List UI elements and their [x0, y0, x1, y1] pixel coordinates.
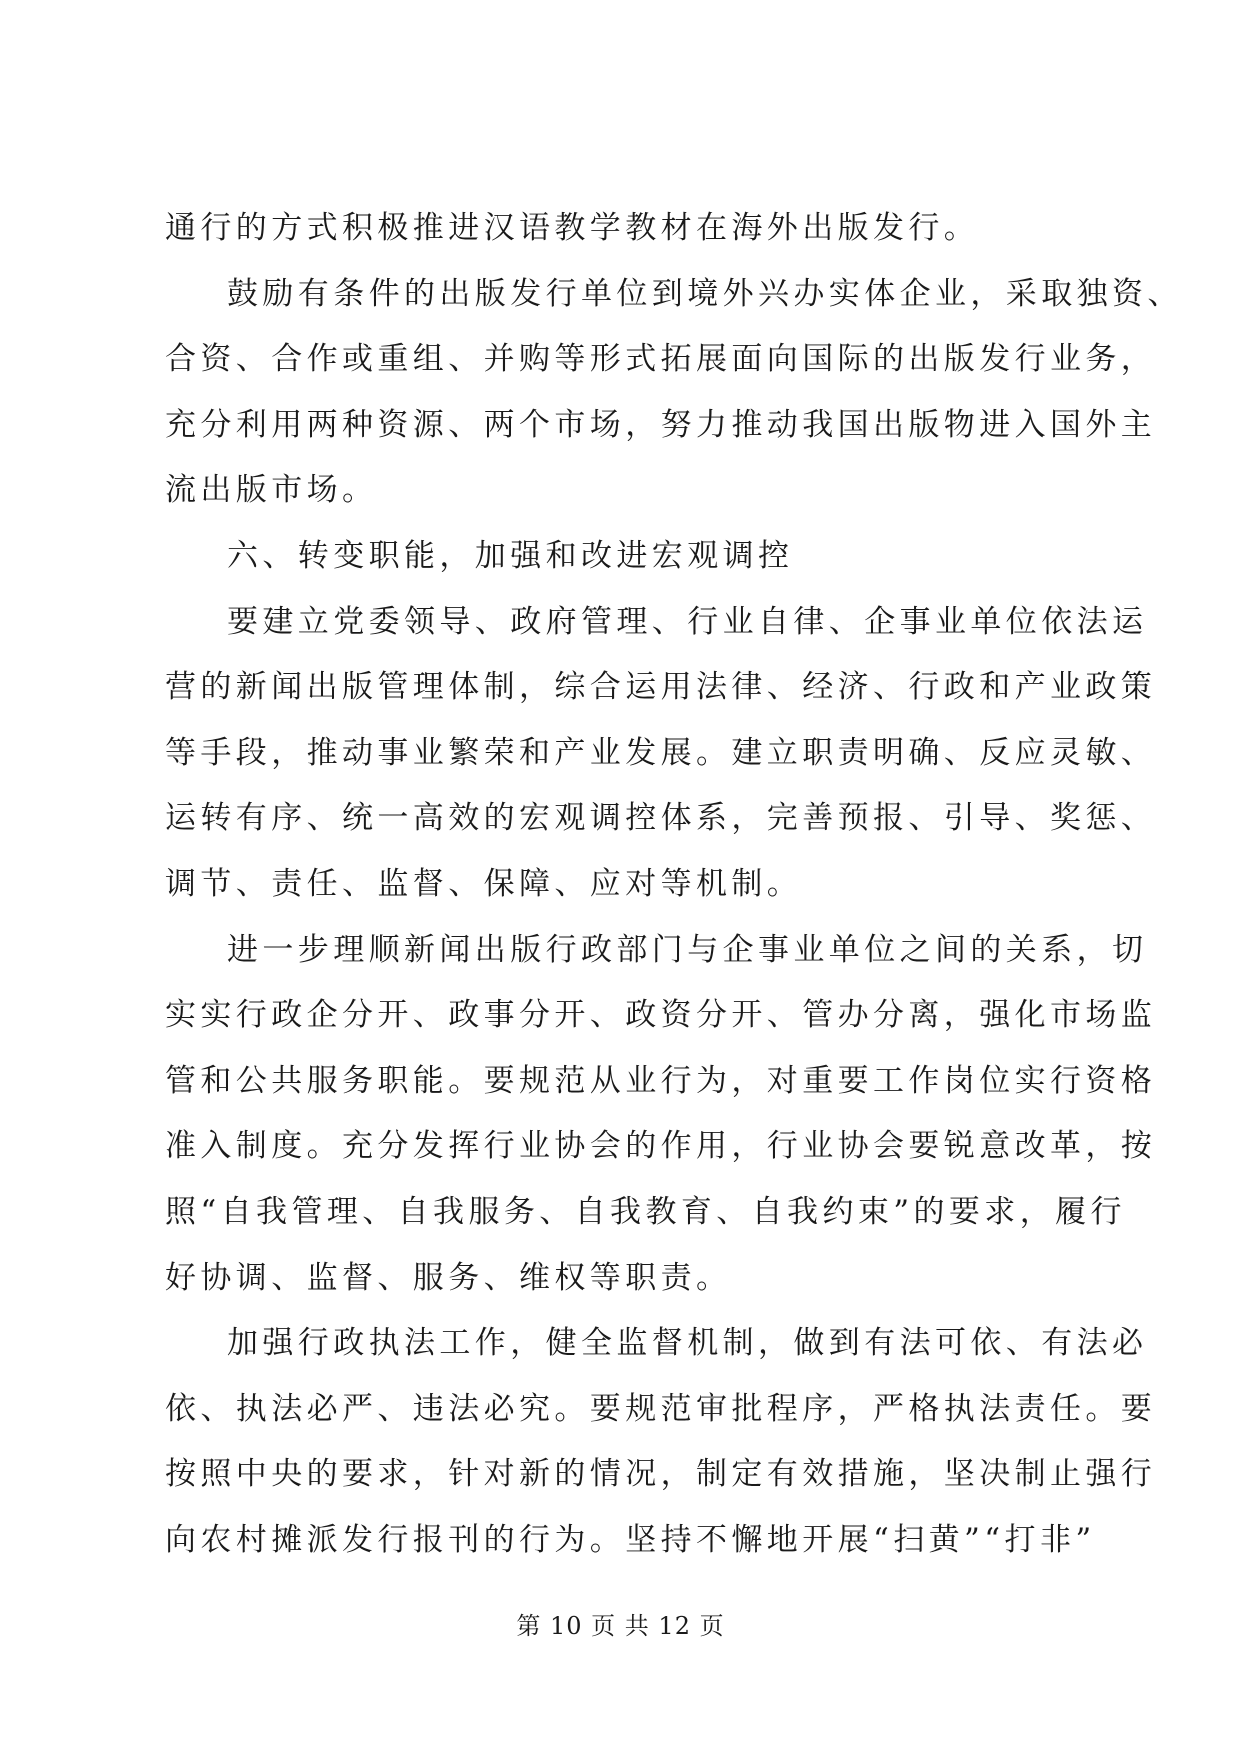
text-line: 运转有序、统一高效的宏观调控体系，完善预报、引导、奖惩、 — [165, 800, 1157, 837]
text-line: 实实行政企分开、政事分开、政资分开、管办分离，强化市场监 — [165, 997, 1157, 1034]
text-line: 进一步理顺新闻出版行政部门与企事业单位之间的关系，切 — [227, 931, 1148, 968]
text-line: 调节、责任、监督、保障、应对等机制。 — [165, 865, 803, 902]
text-line: 向农村摊派发行报刊的行为。坚持不懈地开展“扫黄”“打非” — [165, 1521, 1096, 1558]
text-line: 好协调、监督、服务、维权等职责。 — [165, 1259, 732, 1296]
text-line: 通行的方式积极推进汉语教学教材在海外出版发行。 — [165, 210, 980, 246]
text-line: 按照中央的要求，针对新的情况，制定有效措施，坚决制止强行 — [165, 1456, 1157, 1493]
text-line: 准入制度。充分发挥行业协会的作用，行业协会要锐意改革，按 — [165, 1128, 1157, 1165]
text-line: 流出版市场。 — [165, 472, 378, 509]
text-line: 六、转变职能，加强和改进宏观调控 — [227, 537, 794, 574]
text-line: 鼓励有条件的出版发行单位到境外兴办实体企业，采取独资、 — [227, 275, 1183, 312]
text-line: 依、执法必严、违法必究。要规范审批程序，严格执法责任。要 — [165, 1390, 1157, 1427]
text-line: 管和公共服务职能。要规范从业行为，对重要工作岗位实行资格 — [165, 1062, 1157, 1099]
text-line: 充分利用两种资源、两个市场，努力推动我国出版物进入国外主 — [165, 406, 1157, 443]
text-line: 等手段，推动事业繁荣和产业发展。建立职责明确、反应灵敏、 — [165, 734, 1157, 771]
text-line: 要建立党委领导、政府管理、行业自律、企事业单位依法运 — [227, 603, 1148, 640]
text-line: 合资、合作或重组、并购等形式拓展面向国际的出版发行业务， — [165, 341, 1157, 378]
page-footer: 第 10 页 共 12 页 — [516, 1612, 725, 1640]
text-line: 营的新闻出版管理体制，综合运用法律、经济、行政和产业政策 — [165, 669, 1157, 706]
text-line: 照“自我管理、自我服务、自我教育、自我约束”的要求，履行 — [165, 1193, 1126, 1230]
text-line: 加强行政执法工作，健全监督机制，做到有法可依、有法必 — [227, 1325, 1148, 1362]
body-text — [165, 196, 1183, 1573]
